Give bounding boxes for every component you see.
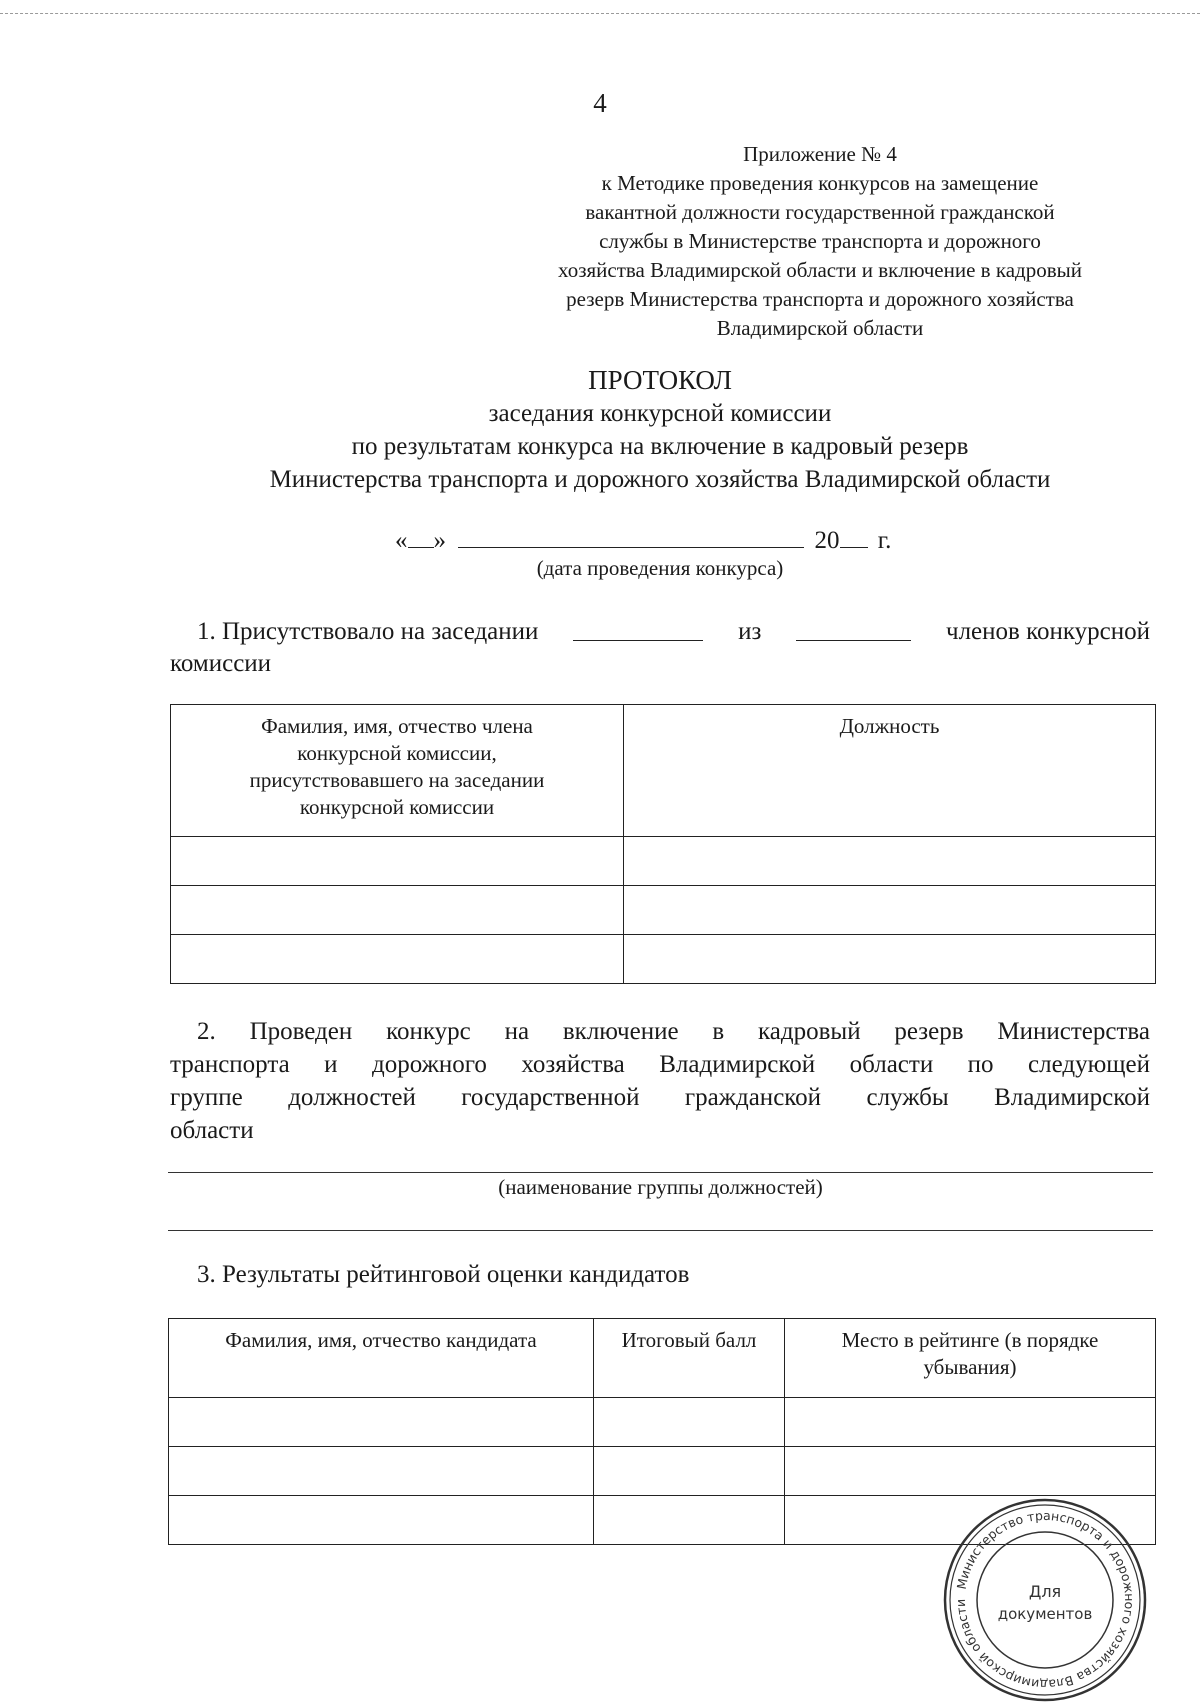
position-group-caption: (наименование группы должностей) bbox=[498, 1175, 823, 1199]
member-name-cell[interactable] bbox=[171, 935, 624, 984]
section1-continuation: комиссии bbox=[170, 650, 272, 677]
year-blank[interactable] bbox=[840, 525, 868, 548]
section1-line bbox=[197, 616, 1150, 647]
date-close-quote: » bbox=[433, 527, 446, 554]
header-member-name bbox=[171, 705, 624, 837]
year-suffix: г. bbox=[877, 527, 892, 554]
stamp-ring-textpath: Министерство транспорта и дорожного хозяйства Владимирской области bbox=[952, 1507, 1138, 1693]
rating-place-cell[interactable] bbox=[785, 1447, 1156, 1496]
subtitle-line: по результатам конкурса на включение в кадровый резерв bbox=[351, 433, 969, 460]
final-score-cell[interactable] bbox=[594, 1398, 785, 1447]
date-line bbox=[395, 525, 891, 555]
document-title: ПРОТОКОЛ bbox=[588, 365, 732, 395]
section1-text-start: 1. Присутствовало на заседании bbox=[197, 618, 539, 645]
member-position-cell[interactable] bbox=[624, 935, 1156, 984]
final-score-cell[interactable] bbox=[594, 1496, 785, 1545]
position-group-blank-2[interactable] bbox=[168, 1230, 1153, 1231]
appendix-line: Приложение № 4 bbox=[743, 142, 897, 166]
member-name-cell[interactable] bbox=[171, 886, 624, 935]
appendix-line: вакантной должности государственной гражданской bbox=[585, 200, 1055, 224]
date-caption: (дата проведения конкурса) bbox=[536, 556, 784, 580]
table-header-row bbox=[169, 1319, 1156, 1398]
commission-members-table bbox=[170, 704, 1156, 984]
section2-line: области bbox=[170, 1117, 254, 1144]
total-count-blank[interactable] bbox=[796, 616, 911, 641]
rating-place-cell[interactable] bbox=[785, 1398, 1156, 1447]
section1-text-end: членов конкурсной bbox=[946, 618, 1150, 645]
date-open-quote: « bbox=[395, 527, 408, 554]
final-score-cell[interactable] bbox=[594, 1447, 785, 1496]
member-position-cell[interactable] bbox=[624, 837, 1156, 886]
header-position: Должность bbox=[624, 705, 1156, 837]
stamp-center-line-2: документов bbox=[997, 1605, 1093, 1623]
candidate-name-cell[interactable] bbox=[169, 1398, 594, 1447]
section2-line: группе должностей государственной гражданской службы Владимирской bbox=[170, 1084, 1150, 1111]
present-count-blank[interactable] bbox=[573, 616, 703, 641]
ministry-stamp bbox=[940, 1495, 1150, 1705]
candidate-name-cell[interactable] bbox=[169, 1496, 594, 1545]
day-blank[interactable] bbox=[408, 525, 434, 548]
table-row bbox=[169, 1398, 1156, 1447]
table-row bbox=[169, 1447, 1156, 1496]
month-blank[interactable] bbox=[458, 525, 804, 548]
section2-line: транспорта и дорожного хозяйства Владимирской области по следующей bbox=[170, 1051, 1150, 1078]
section1-text-mid: из bbox=[738, 618, 762, 645]
table-row bbox=[171, 886, 1156, 935]
page-number: 4 bbox=[593, 88, 607, 118]
appendix-line: к Методике проведения конкурсов на замещение bbox=[601, 171, 1039, 195]
subtitle-line: заседания конкурсной комиссии bbox=[488, 400, 832, 427]
stamp-center-line-1: Для bbox=[1028, 1582, 1062, 1601]
scan-top-edge bbox=[0, 13, 1200, 14]
section2-line: 2. Проведен конкурс на включение в кадровый резерв Министерства bbox=[197, 1018, 1150, 1045]
header-candidate-name: Фамилия, имя, отчество кандидата bbox=[169, 1319, 594, 1398]
appendix-line: резерв Министерства транспорта и дорожного хозяйства bbox=[566, 287, 1074, 311]
header-final-score: Итоговый балл bbox=[594, 1319, 785, 1398]
year-prefix: 20 bbox=[814, 527, 840, 554]
appendix-line: Владимирской области bbox=[716, 316, 924, 340]
member-name-cell[interactable] bbox=[171, 837, 624, 886]
table-header-row bbox=[171, 705, 1156, 837]
candidate-name-cell[interactable] bbox=[169, 1447, 594, 1496]
position-group-blank[interactable] bbox=[168, 1172, 1153, 1173]
appendix-line: службы в Министерстве транспорта и дорожного bbox=[599, 229, 1041, 253]
appendix-header bbox=[510, 140, 1130, 343]
header-cell-text: Место в рейтинге (в порядке убывания) bbox=[841, 1328, 1099, 1379]
member-position-cell[interactable] bbox=[624, 886, 1156, 935]
table-row bbox=[171, 837, 1156, 886]
table-row bbox=[171, 935, 1156, 984]
subtitle-line: Министерства транспорта и дорожного хозяйства Владимирской области bbox=[269, 466, 1051, 493]
header-rating-place bbox=[785, 1319, 1156, 1398]
header-cell-text: Фамилия, имя, отчество члена конкурсной комиссии, присутствовавшего на заседании конкурсной комиссии bbox=[249, 714, 545, 819]
appendix-line: хозяйства Владимирской области и включение в кадровый bbox=[558, 258, 1082, 282]
section3-heading: 3. Результаты рейтинговой оценки кандидатов bbox=[197, 1261, 690, 1288]
